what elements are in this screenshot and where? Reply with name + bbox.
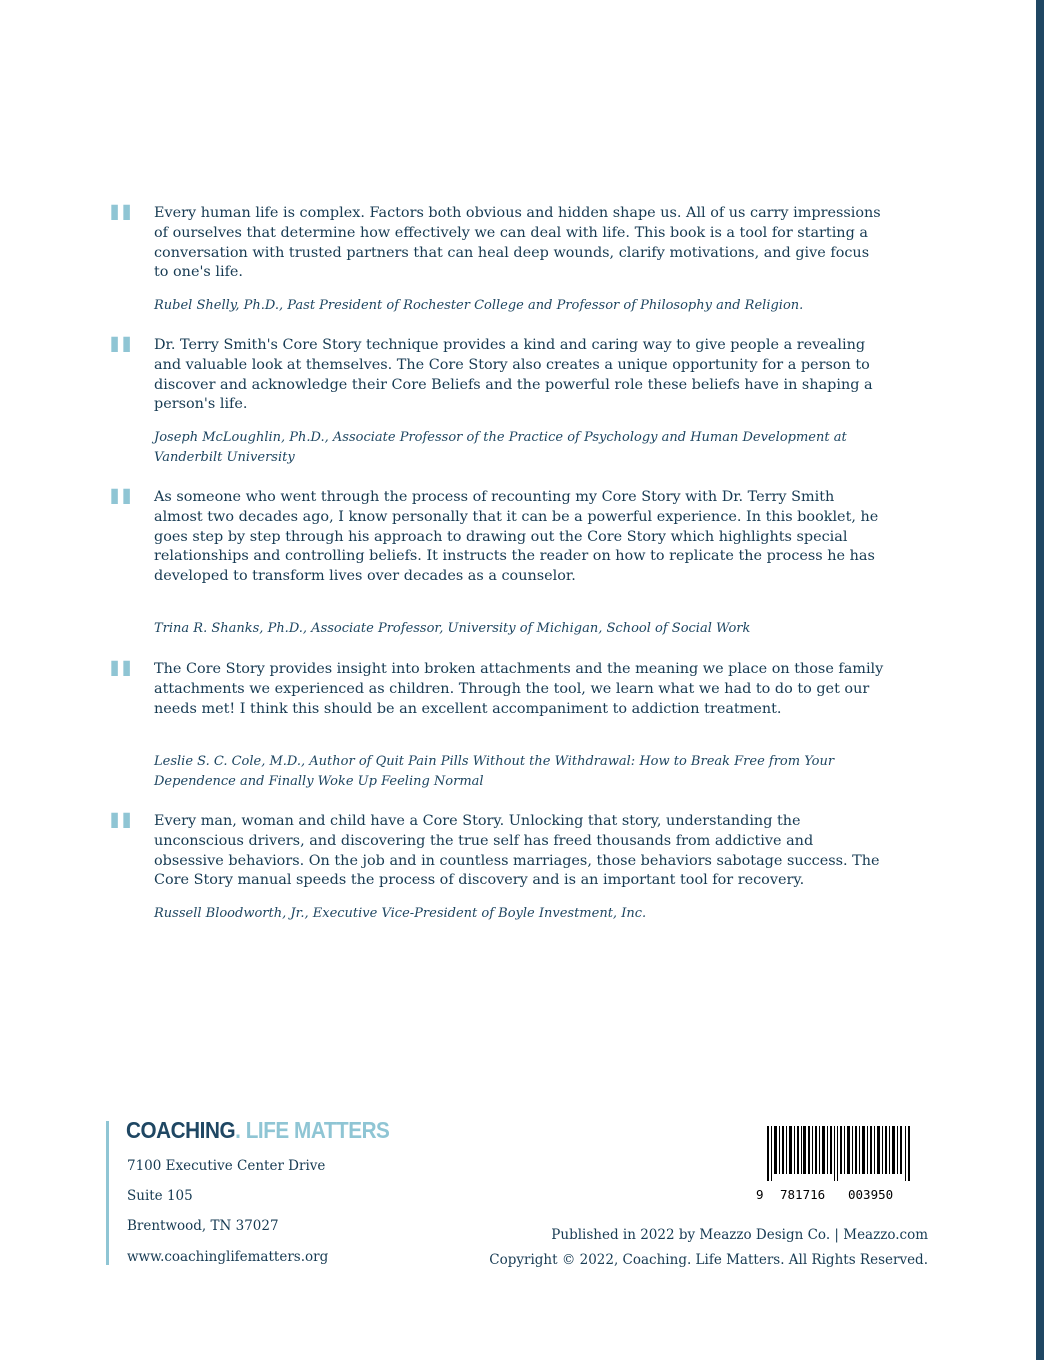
publisher-line: Published in 2022 by Meazzo Design Co. | Meazzo.com xyxy=(551,1227,928,1243)
quote-author: Joseph McLoughlin, Ph.D., Associate Professor of the Practice of Psychology and Human Development at Vanderbilt University xyxy=(154,430,847,465)
brand-logo xyxy=(126,1117,389,1144)
quote-text: Dr. Terry Smith's Core Story technique provides a kind and caring way to give people a revealing and valuable look at themselves. The Core Story also creates a unique opportunity for a person to discover and acknowledge their Core Beliefs and the powerful role these beliefs have in shaping a person's life. xyxy=(154,337,873,413)
edge-bar xyxy=(1036,0,1044,1360)
barcode-digit-prefix: 9 xyxy=(756,1187,764,1202)
quote-mark-icon: " xyxy=(106,651,132,716)
address-suite: Suite 105 xyxy=(127,1188,193,1204)
barcode-digits-left: 781716 xyxy=(780,1187,826,1202)
quote-text: The Core Story provides insight into broken attachments and the meaning we place on those family attachments we experienced as children. Through the tool, we learn what we had to do to get our needs met! I think this should be an excellent accompaniment to addiction treatment. xyxy=(154,661,884,717)
address-street: 7100 Executive Center Drive xyxy=(127,1158,326,1174)
barcode-icon xyxy=(767,1126,912,1181)
address-city: Brentwood, TN 37027 xyxy=(127,1218,279,1234)
quote-author: Rubel Shelly, Ph.D., Past President of Rochester College and Professor of Philosophy and Religion. xyxy=(154,298,804,313)
quote-mark-icon: " xyxy=(106,803,132,868)
footer-rule xyxy=(106,1121,109,1265)
quote-mark-icon: " xyxy=(106,327,132,392)
barcode-digits-right: 003950 xyxy=(848,1187,894,1202)
quote-mark-icon: " xyxy=(106,195,132,260)
copyright-line: Copyright © 2022, Coaching. Life Matters. All Rights Reserved. xyxy=(489,1252,928,1268)
quote-mark-icon: " xyxy=(106,479,132,544)
quote-author: Leslie S. C. Cole, M.D., Author of Quit Pain Pills Without the Withdrawal: How to Break Free from Your Dependence and Finally Woke Up Feeling Normal xyxy=(154,754,835,789)
logo-part-life-matters: LIFE MATTERS xyxy=(240,1117,390,1143)
quote-author: Russell Bloodworth, Jr., Executive Vice-President of Boyle Investment, Inc. xyxy=(154,906,647,921)
logo-dot: . xyxy=(235,1117,241,1143)
website-link[interactable]: www.coachinglifematters.org xyxy=(127,1249,329,1265)
quote-author: Trina R. Shanks, Ph.D., Associate Professor, University of Michigan, School of Social Work xyxy=(154,621,751,636)
quote-text: Every man, woman and child have a Core Story. Unlocking that story, understanding the unconscious drivers, and discovering the true self has freed thousands from addictive and obsessive behaviors. On the job and in countless marriages, those behaviors sabotage success. The Core Story manual speeds the process of discovery and is an important tool for recovery. xyxy=(154,813,880,889)
quote-text: As someone who went through the process of recounting my Core Story with Dr. Terry Smith almost two decades ago, I know personally that it can be a powerful experience. In this booklet, he goes step by step through his approach to drawing out the Core Story which highlights special relationships and controlling beliefs. It instructs the reader on how to replicate the process he has developed to transform lives over decades as a counselor. xyxy=(154,489,879,585)
quote-text: Every human life is complex. Factors both obvious and hidden shape us. All of us carry impressions of ourselves that determine how effectively we can deal with life. This book is a tool for starting a conversation with trusted partners that can heal deep wounds, clarify motivations, and give focus to one's life. xyxy=(154,205,881,281)
logo-part-coaching: COACHING xyxy=(126,1117,236,1143)
